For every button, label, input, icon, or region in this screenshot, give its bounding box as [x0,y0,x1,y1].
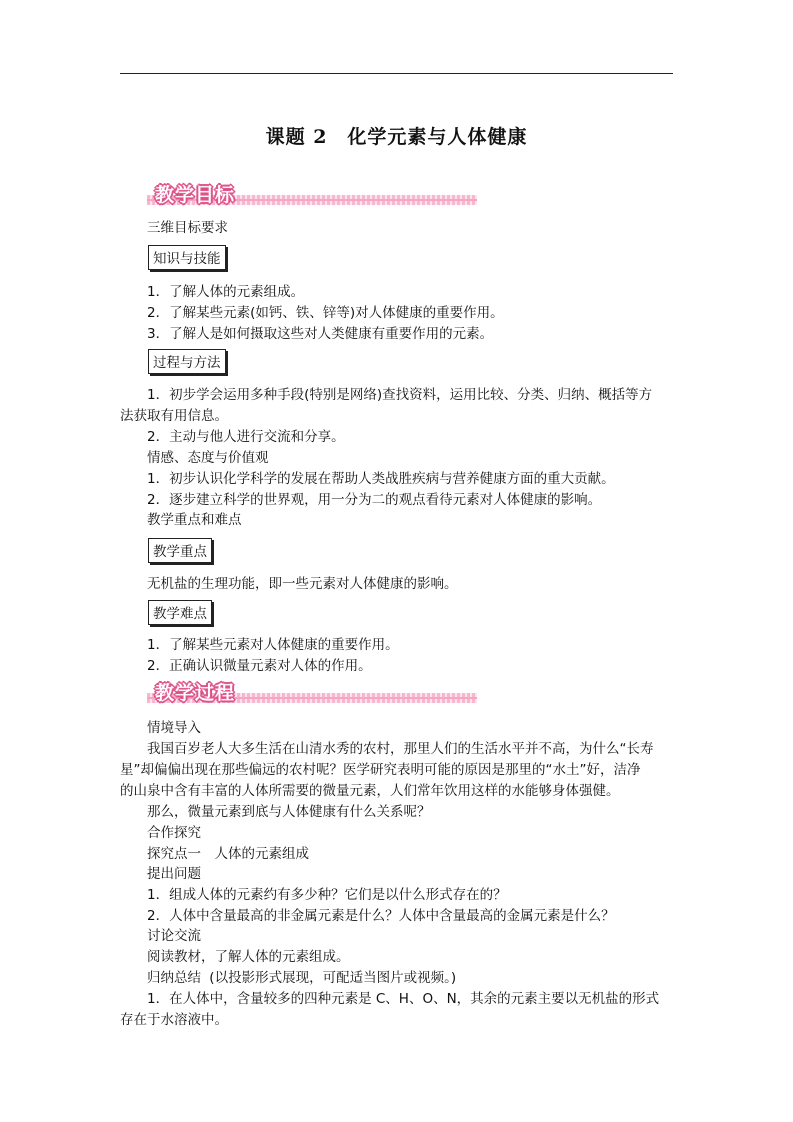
process-item-2: 2．主动与他人进行交流和分享。 [147,429,345,445]
process-item-1a: 1．初步学会运用多种手段(特别是网络)查找资料，运用比较、分类、归纳、概括等方 [147,387,653,403]
lesson-title: 课题 2 化学元素与人体健康 [265,126,528,148]
box-teaching-focus: 教学重点 [148,538,212,563]
keypoints-heading: 教学重点和难点 [147,512,242,528]
banner-label: 教学目标 [155,184,236,206]
banner-label: 教学过程 [155,682,236,704]
summary-line [147,966,456,986]
question-item: 2．人体中含量最高的非金属元素是什么？人体中含量最高的金属元素是什么？ [147,908,615,924]
coop-heading: 合作探究 [147,825,201,841]
difficulty-item: 1．了解某些元素对人体健康的重要作用。 [147,637,399,653]
section-banner-goals [147,180,477,206]
discuss-text: 阅读教材，了解人体的元素组成。 [147,949,350,965]
intro-paragraph-1b: 星”却偏偏出现在那些偏远的农村呢？医学研究表明可能的原因是那里的“水土”好，洁净 [120,762,641,778]
process-item-1b: 法获取有用信息。 [120,408,228,424]
emotion-heading: 情感、态度与价值观 [147,450,269,466]
section-banner-process [147,678,477,704]
box-teaching-difficulty: 教学难点 [148,600,212,625]
emotion-item-1: 1．初步认识化学科学的发展在帮助人类战胜疾病与营养健康方面的重大贡献。 [147,471,615,487]
intro-paragraph-2: 那么，微量元素到底与人体健康有什么关系呢？ [147,804,431,820]
summary-note: (以投影形式展现，可配适当图片或视频。) [209,970,457,986]
summary-heading: 归纳总结 [147,970,201,986]
question-item: 1．组成人体的元素约有多少种？它们是以什么形式存在的？ [147,887,507,903]
box-knowledge-skills: 知识与技能 [148,245,226,270]
intro-heading: 情境导入 [147,720,201,736]
intro-paragraph-1a: 我国百岁老人大多生活在山清水秀的农村，那里人们的生活水平并不高，为什么“长寿 [147,741,654,757]
knowledge-item: 3．了解人是如何摄取这些对人类健康有重要作用的元素。 [147,326,494,342]
focus-text: 无机盐的生理功能，即一些元素对人体健康的影响。 [147,576,458,592]
summary-item-1b: 存在于水溶液中。 [120,1012,228,1028]
knowledge-item: 1．了解人体的元素组成。 [147,284,305,300]
summary-item-1a: 1．在人体中，含量较多的四种元素是 C、H、O、N，其余的元素主要以无机盐的形式 [147,991,660,1007]
difficulty-item: 2．正确认识微量元素对人体的作用。 [147,658,372,674]
discuss-heading: 讨论交流 [147,928,201,944]
box-process-methods: 过程与方法 [148,349,226,374]
knowledge-item: 2．了解某些元素(如钙、铁、锌等)对人体健康的重要作用。 [147,305,504,321]
header-rule [120,73,673,74]
question-heading: 提出问题 [147,866,201,882]
goals-heading: 三维目标要求 [147,220,228,236]
emotion-item-2: 2．逐步建立科学的世界观，用一分为二的观点看待元素对人体健康的影响。 [147,492,602,508]
explore-point-1: 探究点一 人体的元素组成 [147,846,309,862]
intro-paragraph-1c: 的山泉中含有丰富的人体所需要的微量元素，人们常年饮用这样的水能够身体强健。 [120,783,620,799]
